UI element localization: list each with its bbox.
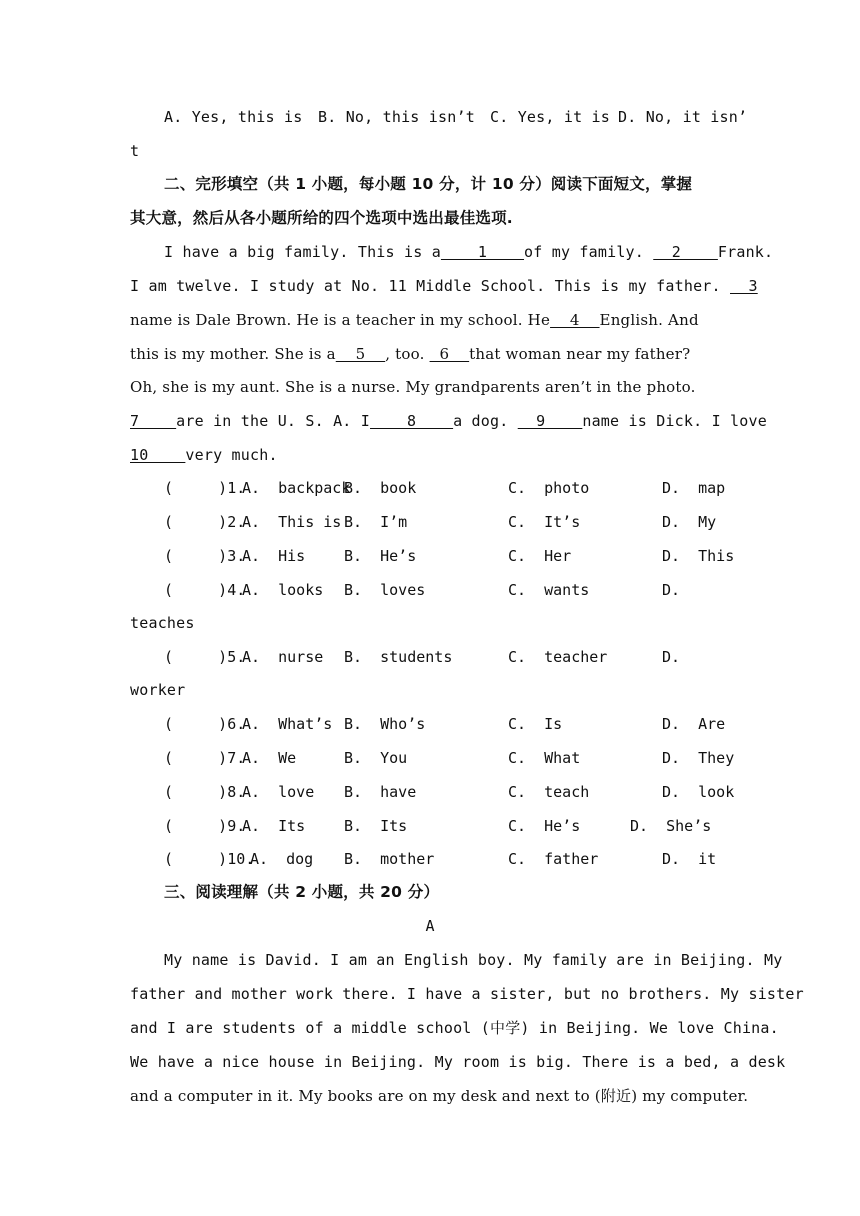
option-c: C. wants [508, 581, 590, 599]
option-d: D. My [662, 513, 717, 531]
prev-option-b: B. No, this isn’t [318, 108, 475, 126]
option-d: D. [662, 648, 681, 666]
option-a: A. looks [242, 581, 324, 599]
option-c: C. father [508, 850, 599, 868]
prev-option-d-tail: t [130, 142, 140, 160]
passage-text: Frank. [717, 243, 774, 261]
passage-text: are in the U. S. A. I [176, 412, 371, 430]
blank-2: 2 [653, 243, 718, 261]
blank-3: 3 [730, 277, 758, 295]
prev-option-a: A. Yes, this is [164, 108, 303, 126]
passage-line-3 [130, 310, 699, 330]
passage-line-5: Oh, she is my aunt. She is a nurse. My grandparents aren’t in the photo. [130, 378, 696, 396]
passage-line-1 [164, 242, 773, 262]
passage-line-2 [130, 276, 758, 296]
option-c: C. Is [508, 715, 563, 733]
blank-4: 4 [550, 311, 600, 329]
passage-line-7 [130, 445, 278, 465]
question-number: ( )1. [164, 479, 246, 497]
option-a: A. dog [250, 850, 314, 868]
option-a: A. This is [242, 513, 342, 531]
option-a: A. love [242, 783, 315, 801]
reading-line-5: and a computer in it. My books are on my desk and next to (附近) my computer. [130, 1087, 749, 1105]
option-b: B. have [344, 783, 417, 801]
option-b: B. book [344, 479, 417, 497]
option-d: D. Are [662, 715, 726, 733]
option-b: B. I’m [344, 513, 408, 531]
option-c: C. Her [508, 547, 572, 565]
question-number: ( )10. [164, 850, 255, 868]
question-number: ( )8. [164, 783, 246, 801]
passage-text: name is Dale Brown. He is a teacher in my school. He [130, 311, 551, 329]
option-d: D. it [662, 850, 717, 868]
prev-option-d: D. No, it isn’ [618, 108, 748, 126]
reading-line-3: and I are students of a middle school (中学) in Beijing. We love China. [130, 1019, 779, 1037]
section2-title-line2: 其大意，然后从各小题所给的四个选项中选出最佳选项. [130, 209, 513, 227]
option-b: B. students [344, 648, 453, 666]
section3-title: 三、阅读理解（共 2 小题，共 20 分） [164, 883, 440, 901]
blank-9: 9 [517, 412, 583, 430]
question-number: ( )3. [164, 547, 246, 565]
option-a: A. His [242, 547, 306, 565]
option-c: C. What [508, 749, 581, 767]
passage-text: very much. [185, 446, 278, 464]
option-b: B. loves [344, 581, 426, 599]
passage-text: English. And [599, 311, 699, 329]
passage-text: I have a big family. This is a [164, 243, 441, 261]
passage-line-6 [130, 411, 767, 431]
option-d-wrap: worker [130, 681, 186, 699]
option-d: D. look [662, 783, 735, 801]
option-a: A. We [242, 749, 297, 767]
reading-line-1: My name is David. I am an English boy. My family are in Beijing. My [164, 951, 783, 969]
passage-text: this is my mother. She is a [130, 345, 336, 363]
option-c: C. It’s [508, 513, 581, 531]
blank-6: 6 [429, 345, 470, 363]
option-d: D. She’s [630, 817, 712, 835]
passage-line-4 [130, 344, 690, 364]
section2-title-line1: 二、完形填空（共 1 小题，每小题 10 分，计 10 分）阅读下面短文，掌握 [164, 175, 693, 193]
option-d-wrap: teaches [130, 614, 195, 632]
option-d: D. [662, 581, 681, 599]
passage-text: that woman near my father? [469, 345, 691, 363]
section3-part-label: A [425, 917, 435, 935]
passage-text: a dog. [453, 412, 518, 430]
question-number: ( )6. [164, 715, 246, 733]
question-number: ( )5. [164, 648, 246, 666]
option-a: A. nurse [242, 648, 324, 666]
question-number: ( )9. [164, 817, 246, 835]
option-b: B. mother [344, 850, 435, 868]
option-b: B. Its [344, 817, 408, 835]
option-b: B. Who’s [344, 715, 426, 733]
blank-8: 8 [370, 412, 454, 430]
blank-5: 5 [335, 345, 386, 363]
option-d: D. They [662, 749, 735, 767]
option-c: C. photo [508, 479, 590, 497]
option-d: D. This [662, 547, 735, 565]
passage-text: name is Dick. I love [582, 412, 767, 430]
option-c: C. He’s [508, 817, 581, 835]
option-a: A. What’s [242, 715, 333, 733]
passage-text: I am twelve. I study at No. 11 Middle School. This is my father. [130, 277, 730, 295]
passage-text: , too. [385, 345, 430, 363]
question-number: ( )2. [164, 513, 246, 531]
blank-1: 1 [440, 243, 525, 261]
passage-text: of my family. [524, 243, 654, 261]
blank-7: 7 [130, 412, 177, 430]
question-number: ( )4. [164, 581, 246, 599]
blank-10: 10 [130, 446, 186, 464]
option-b: B. You [344, 749, 408, 767]
reading-line-2: father and mother work there. I have a sister, but no brothers. My sister [130, 985, 804, 1003]
prev-option-c: C. Yes, it is [490, 108, 610, 126]
option-b: B. He’s [344, 547, 417, 565]
reading-line-4: We have a nice house in Beijing. My room is big. There is a bed, a desk [130, 1053, 786, 1071]
option-c: C. teach [508, 783, 590, 801]
question-number: ( )7. [164, 749, 246, 767]
option-c: C. teacher [508, 648, 608, 666]
option-a: A. Its [242, 817, 306, 835]
option-a: A. backpack [242, 479, 351, 497]
option-d: D. map [662, 479, 726, 497]
